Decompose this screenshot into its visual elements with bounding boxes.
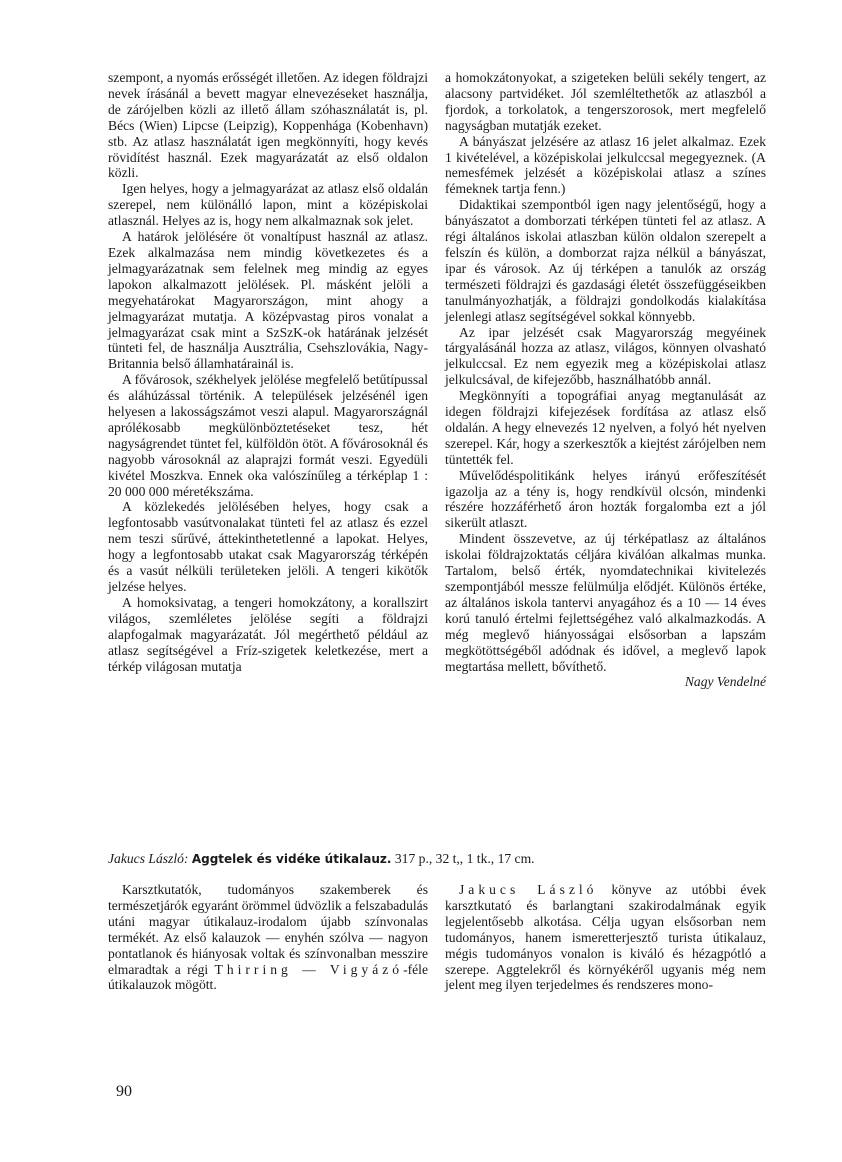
paragraph: Művelődéspolitikánk helyes irányú erőfeszítését igazolja az a tény is, hogy rendkívül olcsón, mindenki részére hozzáférhető áron hozták forgalomba ezt a jól sikerült atlaszt. — [445, 467, 766, 531]
paragraph: A homoksivatag, a tengeri homokzátony, a korallszirt világos, szemléletes jelölése segíti a földrajzi alapfogalmak magyarázatát. Jól megérthető például az atlasz segítségével a Fríz-szigetek keletkezése, mert a térkép világosan mutatja — [108, 594, 428, 674]
review-book-details: 317 p., 32 t,, 1 tk., 17 cm. — [394, 851, 535, 866]
paragraph: A bányászat jelzésére az atlasz 16 jelet alkalmaz. Ezek 1 kivételével, a középiskolai jelkulccsal megegyeznek. (A nemesfémek jelzését a középiskolai atlasz a színes fémeknek tartja fenn.) — [445, 133, 766, 197]
paragraph: Megkönnyíti a topográfiai anyag megtanulását az idegen földrajzi kifejezések fordítása az atlasz első oldalán. A hegy elnevezés 12 nyelven, a folyó hét nyelven szerepel. Kár, hogy a szerkesztők a kiejtést zárójelben nem tüntették fel. — [445, 388, 766, 467]
spaced-names: Thirring — Vigyázó — [214, 961, 404, 977]
paragraph — [445, 882, 766, 993]
paragraph: a homokzátonyokat, a szigeteken belüli sekély tengert, az alacsony partvidéket. Jól szemléltethetők az atlaszból a fjordok, a torkolatok, a tengerszorosok, mert megfelelő nagyságban mutatják ezeket. — [445, 70, 766, 133]
review-text: -féle útikalauzok mögött. — [108, 961, 428, 993]
paragraph — [108, 882, 428, 993]
review-heading — [108, 851, 766, 867]
right-column — [445, 70, 766, 690]
paragraph: A határok jelölésére öt vonaltípust használ az atlasz. Ezek alkalmazása nem mindig következetes és a jelmagyarázatnak sem felelnek meg mindig az egyes lapokon alkalmazott jelölések. Pl. másként jelöli a megyehatárokat Magyarországon, mint ahogy a jelmagyarázat mutatja. A középvastag piros vonalat a jelmagyarázat csak mint a SzSzK-ok határának jelzését tünteti fel, de használja Ausztrália, Csehszlovákia, Nagy-Britannia belső államhatárainál is. — [108, 229, 428, 372]
paragraph: Didaktikai szempontból igen nagy jelentőségű, hogy a bányászatot a domborzati térképen tünteti fel az atlasz. A régi általános iskolai atlaszban külön oldalon szerepelt a felszín és külön, a domborzat rajza nélkül a bányászat, ipar és városok. Az új térképen a tanulók az ország természeti földrajzi és gazdasági életét összefüggéseikben tanulmányozhatják, a földrajzi gondolkodás kialakítása jelenlegi atlasz segítségével sokkal könnyebb. — [445, 197, 766, 324]
spaced-author-name: Jakucs László — [459, 882, 598, 897]
review-text: könyve az utóbbi évek karsztkutató és barlangtani szakirodalmának egyik legjelentősebb alkotása. Célja ugyan elsősorban nem tudományos, hanem ismeretterjesztő turista útikalauz, mégis tudományos vonalon is kiváló és hézagpótló a szerepe. Aggtelekről és környékéről ugyanis még nem jelent meg ilyen terjedelmes és rendszeres mono- — [445, 882, 767, 993]
paragraph: szempont, a nyomás erősségét illetően. Az idegen földrajzi nevek írásánál a bevett magyar elnevezéseket használja, de zárójelben közli az illető állam szóhasználatát is, pl. Bécs (Wien) Lipcse (Leipzig), Koppenhága (Kobenhavn) stb. Az atlasz használatát igen megkönnyíti, hogy kevés rövidítést használ. Ezek magyarázatát az első oldalon közli. — [108, 70, 428, 181]
paragraph: Mindent összevetve, az új térképatlasz az általános iskolai földrajzoktatás céljára kiválóan alkalmas munka. Tartalom, belső érték, nyomdatechnikai kivitelezés szempontjából messze felülmúlja elődjét. Különös értéke, az általános iskola tantervi anyagához és a 10 — 14 éves korú tanuló értelmi fejlettségéhez való alkalmazkodás. A még meglevő hiányosságai elsősorban a lapszám megkötöttségéből adódnak és idővel, a meglevő lapok megtartása mellett, bővíthető. — [445, 531, 766, 674]
paragraph: Az ipar jelzését csak Magyarország megyéinek tárgyalásánál hozza az atlasz, világos, könnyen olvasható jelkulccsal. Ez nem egyezik meg a középiskolai atlasz jelkulcsával, de kifejezőbb, használhatóbb annál. — [445, 324, 766, 388]
paragraph: A közlekedés jelölésében helyes, hogy csak a legfontosabb vasútvonalakat tünteti fel az atlasz és ezzel nem teszi sűrűvé, áttekinthetetlenné a lapokat. Helyes, hogy a legfontosabb utakat csak Magyarország térképén és a vasút nélküli területeken jelöli. A tengeri kikötők jelzése helyes. — [108, 499, 428, 594]
review-book-title: Aggtelek és vidéke útikalauz. — [191, 852, 392, 866]
paragraph: A fővárosok, székhelyek jelölése megfelelő betűtípussal és aláhúzással történik. A települések jelzésénél igen helyesen a lakosságszámot veszi alapul. Magyarországnál aprólékosabb megkülönböztetéseket tesz, hét nagyságrendet tüntet fel, külföldön ötöt. A fővárosoknál és nagyobb városoknál az alaprajzi formát veszi. Egyedüli kivétel Moszkva. Ennek oka valószínűleg a térképlap 1 : 20 000 000 méretékszáma. — [108, 372, 428, 499]
author-signature: Nagy Vendelné — [684, 674, 766, 690]
page-number: 90 — [116, 1083, 132, 1100]
review-text: Karsztkutatók, tudományos szakemberek és természetjárók egyaránt örömmel üdvözlik a felszabadulás utáni magyar útikalauz-irodalom újabb színvonalas termékét. Az első kalauzok — enyhén szólva — nagyon pontatlanok és hiányosak voltak és színvonalban messzire elmaradtak a régi — [108, 882, 428, 977]
review-author: Jakucs László: — [108, 851, 189, 866]
review-right-column — [445, 882, 766, 993]
review-left-column — [108, 882, 428, 993]
left-column — [108, 70, 428, 674]
paragraph: Igen helyes, hogy a jelmagyarázat az atlasz első oldalán szerepel, nem különálló lapon, mint a középiskolai atlasznál. Helyes az is, hogy nem alkalmaznak sok jelet. — [108, 181, 428, 229]
